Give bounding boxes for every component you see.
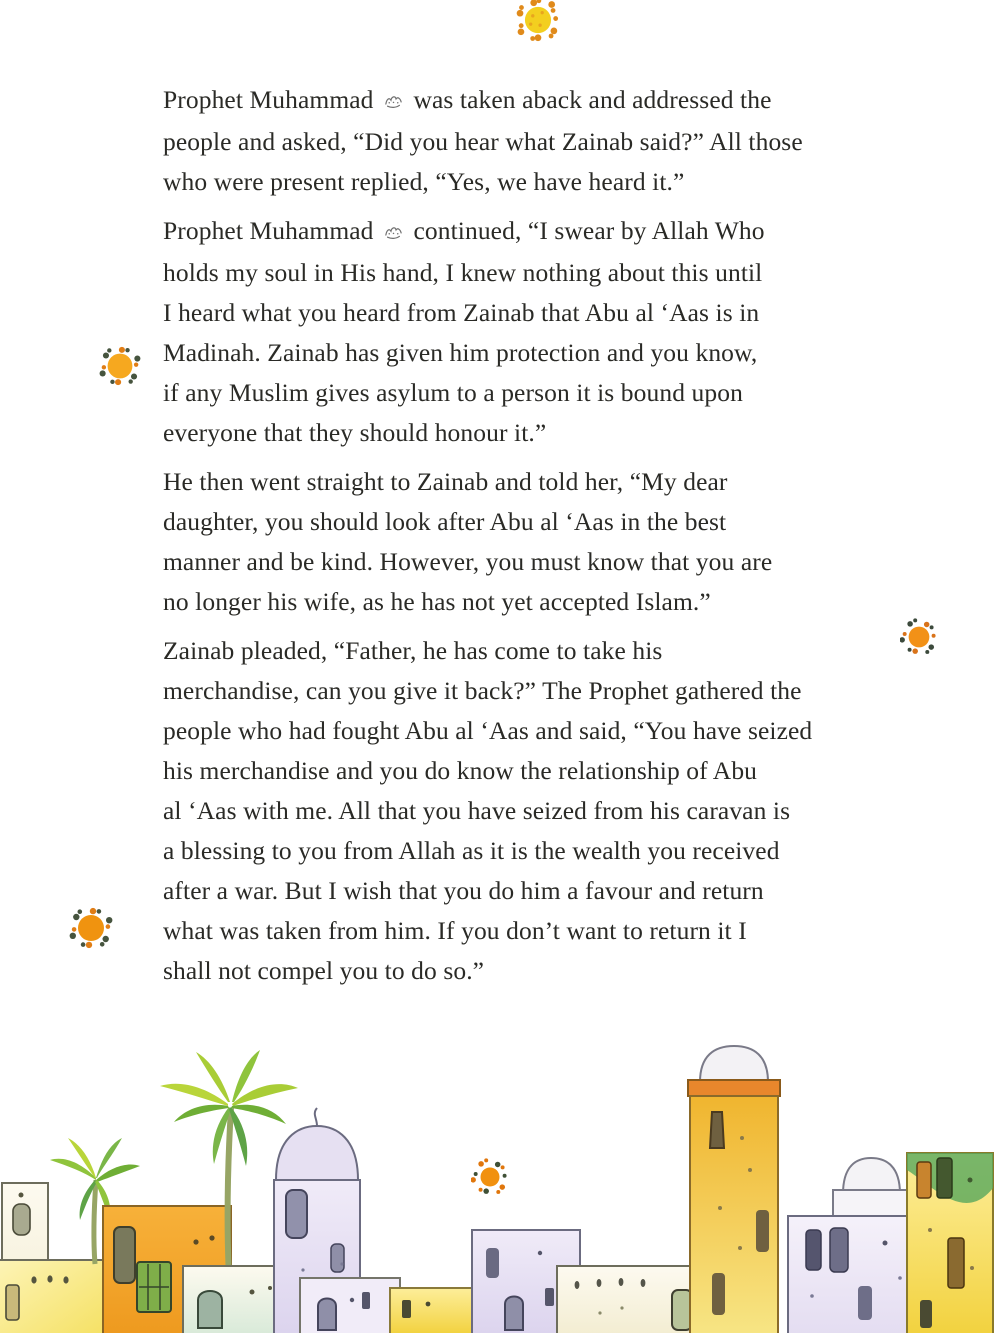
building-left-wide	[0, 1260, 104, 1333]
building-cream-right	[557, 1266, 707, 1333]
text-line: a blessing to you from Allah as it is the wealth you received	[163, 836, 780, 865]
sun-ornament-right-icon	[900, 618, 938, 656]
text-line: Prophet Muhammad continued, “I swear by Allah Who	[163, 211, 903, 253]
text-line: after a war. But I wish that you do him a favour and return	[163, 876, 764, 905]
text-line: his merchandise and you do know the relationship of Abu	[163, 756, 758, 785]
text-line: people and asked, “Did you hear what Zainab said?” All those	[163, 127, 803, 156]
text-line: no longer his wife, as he has not yet accepted Islam.”	[163, 587, 711, 616]
text-line: everyone that they should honour it.”	[163, 418, 547, 447]
sun-ornament-top-icon	[515, 0, 561, 43]
paragraph	[163, 631, 903, 991]
sun-ornament-left-icon	[99, 345, 141, 387]
text-line: manner and be kind. However, you must know that you are	[163, 547, 773, 576]
text-line: shall not compel you to do so.”	[163, 956, 485, 985]
text-line: people who had fought Abu al ‘Aas and said, “You have seized	[163, 716, 813, 745]
text-line: if any Muslim gives asylum to a person it is bound upon	[163, 378, 743, 407]
text-line: Prophet Muhammad was taken aback and addressed the	[163, 80, 903, 122]
text-line: who were present replied, “Yes, we have heard it.”	[163, 167, 685, 196]
building-yellow-green	[907, 1153, 993, 1333]
text-line: I heard what you heard from Zainab that Abu al ‘Aas is in	[163, 298, 760, 327]
text-line: daughter, you should look after Abu al ‘Aas in the best	[163, 507, 727, 536]
pbuh-calligraphy-icon	[383, 213, 404, 253]
text-line: al ‘Aas with me. All that you have seized from his caravan is	[163, 796, 791, 825]
text-line: He then went straight to Zainab and told her, “My dear	[163, 467, 728, 496]
text-line: Zainab pleaded, “Father, he has come to take his	[163, 636, 663, 665]
sun-ornament-lower-left-icon	[69, 906, 113, 950]
pbuh-calligraphy-icon	[383, 82, 404, 122]
paragraph	[163, 80, 903, 202]
minaret-tower	[688, 1046, 780, 1333]
story-text	[163, 80, 903, 1000]
building-low-lavender	[300, 1278, 400, 1333]
sun-ornament-illustration-icon	[471, 1158, 509, 1196]
paragraph	[163, 462, 903, 622]
text-line: Madinah. Zainab has given him protection and you know,	[163, 338, 758, 367]
text-line: holds my soul in His hand, I knew nothing about this until	[163, 258, 763, 287]
building-low-yellow	[390, 1288, 476, 1333]
dome-building-right	[788, 1158, 923, 1333]
paragraph	[163, 211, 903, 453]
text-line: what was taken from him. If you don’t want to return it I	[163, 916, 747, 945]
text-line: merchandise, can you give it back?” The Prophet gathered the	[163, 676, 802, 705]
